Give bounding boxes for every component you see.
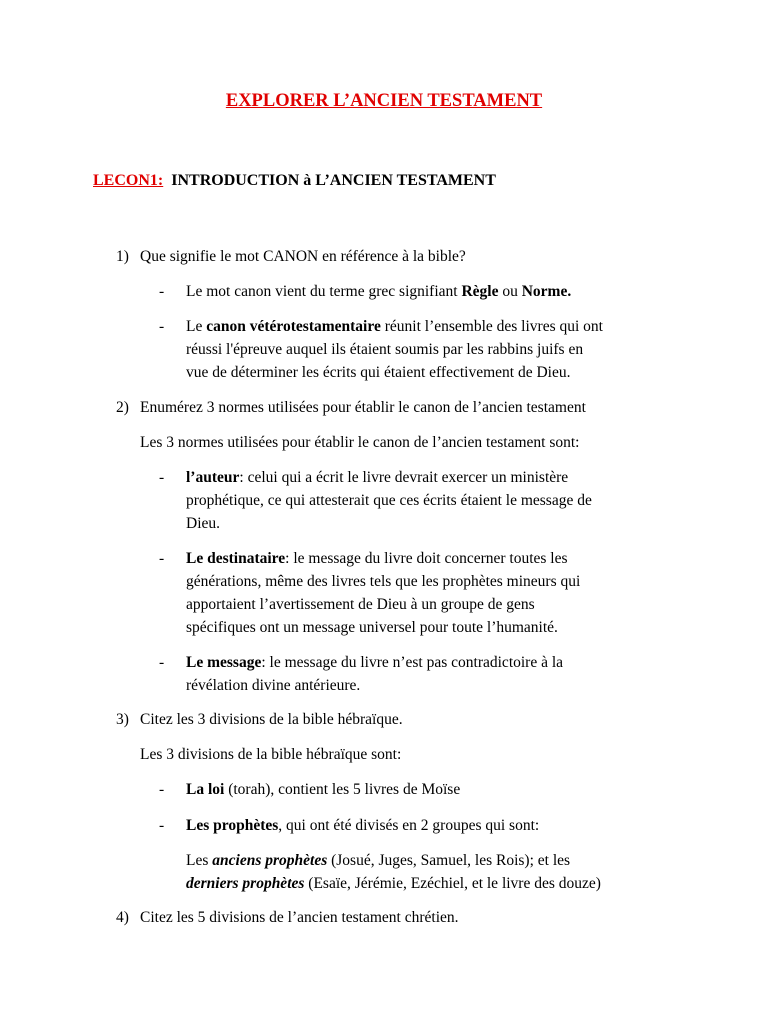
bullet-dash: - [159,654,165,671]
question-number: 2) [116,399,129,416]
bullet-text: Le message: le message du livre n’est pas contradictoire à la révélation divine antérieure. [186,654,564,694]
bullet-text: Le mot canon vient du terme grec signifiant Règle ou Norme. [186,283,572,300]
bullet-text: La loi (torah), contient les 5 livres de Moïse [186,781,461,798]
lesson-heading [93,170,496,192]
q2-answer-intro: Les 3 normes utilisées pour établir le canon de l’ancien testament sont: [140,434,580,451]
q3-prophets-detail: Les anciens prophètes (Josué, Juges, Samuel, les Rois); et les derniers prophètes (Esaïe, Jérémie, Ezéchiel, et le livre des douze) [186,852,601,892]
bullet-text: Le canon vétérotestamentaire réunit l’ensemble des livres qui ont réussi l'épreuve auquel ils étaient soumis par les rabbins juifs en vue de déterminer les écrits qui étaient effectivement de Dieu. [186,318,603,381]
lesson-label: LECON1: [93,172,164,189]
bullet-dash: - [159,318,165,335]
bullet-text: l’auteur: celui qui a écrit le livre devrait exercer un ministère prophétique, ce qui attesterait que ces écrits étaient le message de Dieu. [186,469,592,532]
bullet-dash: - [159,550,165,567]
bullet-dash: - [159,817,165,834]
question-text: Enumérez 3 normes utilisées pour établir le canon de l’ancien testament [140,399,586,416]
question-text: Que signifie le mot CANON en référence à la bible? [140,248,466,265]
question-text: Citez les 5 divisions de l’ancien testament chrétien. [140,909,459,926]
bullet-dash: - [159,469,165,486]
question-text: Citez les 3 divisions de la bible hébraïque. [140,711,403,728]
bullet-dash: - [159,283,165,300]
bullet-dash: - [159,781,165,798]
question-number: 1) [116,248,129,265]
q3-answer-intro: Les 3 divisions de la bible hébraïque sont: [140,746,402,763]
document-title: EXPLORER L’ANCIEN TESTAMENT [225,91,543,111]
lesson-title: INTRODUCTION à L’ANCIEN TESTAMENT [171,172,496,189]
question-number: 3) [116,711,129,728]
question-number: 4) [116,909,129,926]
bullet-text: Le destinataire: le message du livre doit concerner toutes les générations, même des livres tels que les prophètes mineurs qui apportaient l’avertissement de Dieu à un groupe de gens spécifiques ont un message universel pour toute l’humanité. [186,550,581,636]
bullet-text: Les prophètes, qui ont été divisés en 2 groupes qui sont: [186,817,540,834]
